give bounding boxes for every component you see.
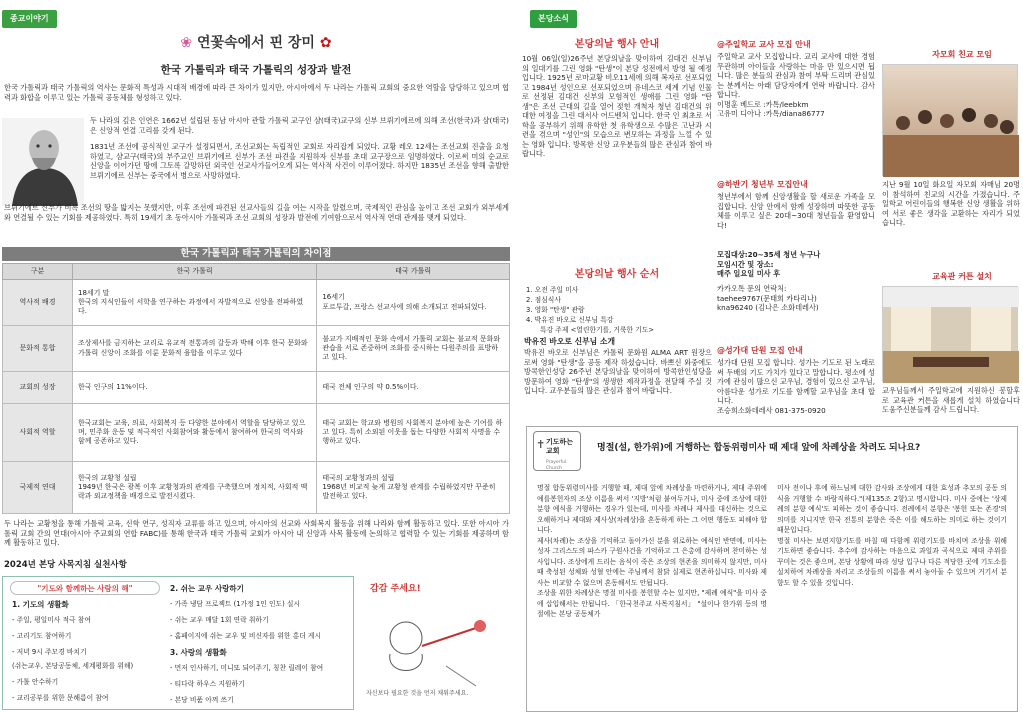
comparison-table	[2, 263, 510, 514]
faq-answer-col2: 미사 전이나 후에 하느님께 대한 감사와 조상에게 대한 효성과 추모의 공동 의식을 거행할 수 바람직하다."(제135조 2항)고 명시합니다. 미사 중에는 '상제례의 분향 예식'도 피하는 것이 좋습니다. 전례에서 분향은 '봉헌 또는 존경'의 의미를 지니지만 한국 전통의 분향은 죽은 이를 해도하는 의미로 하는 것이기 때문입니다. 명절 미사는 보편지향기도를 바칠 때 다함께 위령기도를 바치며 조상을 위해 기도하면 좋습니다. 추수에 감사하는 마음으로 과일과 곡식으로 제대 주위를 꾸미는 것은 좋으며, 본당 상황에 따라 성당 입구나 다른 적당한 곳에 기도소를 설치하여 차례상을 차리고 조상들의 이름을 써서 놓아둘 수 있으며 거기서 분향도 할 수 있을 것입니다.	[777, 484, 1007, 587]
faq-question: 명절(설, 한가위)에 거행하는 합동위령미사 때 제대 앞에 차례상을 차려도 되나요?	[597, 443, 921, 453]
logo-subtext: Prayerful Church	[546, 460, 567, 471]
guide-c2-1: - 가족 냉담 프로젝트 (1가정 1인 인도) 실시	[170, 600, 301, 608]
bruguiere-portrait	[2, 118, 84, 206]
row-thailand: 태국의 교황청과의 설립 1968년 비교적 늦게 교황청 관계를 수립하였지만 꾸준히 발전하고 있다.	[317, 462, 510, 514]
paragraph-3: 브뤼기에르 신부가 비록 조선의 땅을 밟지는 못했지만, 이후 조선에 파견된 선교사들의 길을 여는 시작을 알렸으며, 국제적인 관심을 높이고 조선 교회가 외부세계와 연결될 수 있는 기회를 제공하였다. 특히 19세기 초 동아시아 가톨릭과 조선 교회의 성장과 발전에 기여함으로서 역사적 연대 관계를 맺게 되었다.	[4, 203, 509, 222]
row-korea: 한국교회는 교육, 의료, 사회복지 등 다양한 분야에서 역할을 담당하고 있으며, 민주화 운동 및 적극적인 사회참여와 활동에서 참여하여 한국의 역사와 함께 공존하고 있다.	[73, 404, 317, 462]
curtain-photo	[882, 286, 1018, 382]
guide-c2-4: 3. 사랑의 생활화	[170, 648, 227, 657]
comparison-banner: 한국 가톨릭과 태국 가톨릭의 차이점	[2, 247, 510, 261]
guide-c2-6: - 티다락 하우스 지원하기	[170, 680, 245, 688]
event-title: 본당의날 행사 안내	[574, 39, 660, 50]
guide-c1-2: - 고리기도 참여하기	[12, 632, 72, 640]
choir-title: @성가대 단원 모집 안내	[717, 346, 803, 355]
order-item: 2. 점심식사	[526, 296, 561, 304]
pastoral-guide-box	[2, 576, 354, 710]
order-title: 본당의날 행사 순서	[574, 269, 660, 280]
row-korea: 한국 인구의 11%이다.	[73, 372, 317, 404]
paragraph-1: 두 나라의 깊은 인연은 1662년 설립된 동남 아시아 관할 가톨릭 교구인 샴(태국)교구의 신부 브뤼기에르에 의해 조선(한국)과 샴(태국)은 신앙적 연결 고리를 갖게 된다.	[90, 116, 509, 135]
rose-icon: ✿	[319, 35, 332, 51]
row-thailand: 태국 교회는 학교와 병원의 사회복지 분야에 높은 기여를 하고 있다. 특히 소외된 이웃을 돕는 다양한 사회적 사명을 수행하고 있다.	[317, 404, 510, 462]
curtain-text: 교우님들께서 주일학교에 지원하신 봉할후로 교육관 커튼을 새롭게 설치 하였습니다 도움주신분들께 감사 드립니다.	[882, 386, 1020, 414]
row-korea: 18세기 말 한국의 지식인들이 서학을 연구하는 과정에서 자발적으로 신앙을 전파하였다.	[73, 280, 317, 326]
row-thailand: 16세기 포르투갈, 프랑스 선교사에 의해 소개되고 전파되었다.	[317, 280, 510, 326]
section-tag-parish-news: 본당소식	[530, 10, 577, 28]
order-item: 3. 영화 "탄생" 관람	[526, 306, 585, 314]
paragraph-2: 1831년 조선에 공식적인 교구가 설정되면서, 조선교회는 독립적인 교회로 자리잡게 되었다. 교황 레오 12세는 조선교회 진출을 요청하였고, 샴교구(태국)의 부주교인 브뤼기에르 신부가 조선 파견을 지원하자 신부를 초대 교구장으로 임명하였다. 이로써 미의 순교로 신앙을 이어가던 땅에 그토록 갈망하던 외국인 선교사가들어오게 되는 역사적 사건이 이루어졌다. 하지만 1835년 조선을 향해 출발한 브뤼기에르 신부는 중국에서 병으로 사망하였다.	[90, 142, 509, 180]
article-title	[0, 34, 512, 52]
bio-title: 박유진 바오로 신부님 소개	[524, 337, 615, 346]
title-text: 연꽃속에서 핀 장미	[197, 35, 315, 51]
row-thailand: 태국 전체 인구의 약 0.5%이다.	[317, 372, 510, 404]
group-photo	[882, 64, 1018, 176]
group-title: 자모회 친교 모임	[932, 50, 992, 59]
faq-answer-col1: 명절 합동위령미사를 거행할 때, 제대 앞에 차례상을 마련하거나, 제대 주위에 예를봉헌자의 조상 이름을 써서 '지방'처럼 붙여두거나, 미사 중에 조상에 대한 분향 예식을 거행하는 경우가 있는데, 미사를 차례나 제사를 대신하는 것으로 오해하거나 제대와 제사상(차례상)을 혼동하게 하는 그 어떤 행동도 피해야 합니다. 제사(차례)는 조상을 기억하고 돌아가신 분을 위로하는 예식인 반면에, 미사는 성자 그리스도의 파스카 구원사건을 기억하고 그 은총에 감사하며 찬미하는 성사입니다. 조상에게 드리는 음식이 죽은 조상의 현존을 의미하지 않지만, 미사 때 축성된 성체와 성혈 안에는 주님께서 참닭 실제로 현존하십니다. 미사와 제사는 비교할 수 없으며 혼동해서도 안됩니다. 조상을 위한 차례상은 명절 미사를 봉헌할 수는 있지만, "제례 예식"을 미사 중에 삽입해서는 안됩니다. 「한국천주교 사목지침서」 "설이나 한가위 등의 명절에는 본당 공동체가	[537, 484, 767, 619]
choir-text: 성가대 단원 모집 합니다. 성가는 기도로 된 노래로써 두배의 기도 가치가 있다고 말합니다. 평소에 성가에 관심이 많으신 교우님, 경험이 있으신 교우님, 아름다운 성가로 기도를 함께할 교우님을 초대 합니다. 조승희소화데레사 081-375-0920	[717, 358, 875, 415]
school-text: 주일학교 교사 모집합니다. 교리 교사에 대한 경험 무관하며 아이들을 사랑하는 마음 만 있으시면 됩니다. 많은 분들의 관심과 참여 부탁 드리며 관심있는 분께서는 아래 담당자에게 연락 바랍니다. 감사합니다. 이명훈 베드로 :카톡/leebkm 고유미 디아나 :카톡/diana86777	[717, 52, 875, 118]
youth-bold: 모집대상:20~35세 청년 누구나 모임시간 및 장소: 매주 일요일 미사 후	[717, 250, 821, 278]
intro-paragraph: 한국 가톨릭과 태국 가톨릭의 역사는 문화적 특성과 시대적 배경에 따라 큰 차이가 있지만, 아시아에서 두 나라는 가톨릭 교회의 중요한 역할을 담당하고 있으며 협력과 화합을 이루고 있는 가톨릭 공동체를 형성하고 있다.	[4, 83, 509, 102]
row-key: 사회적 역할	[3, 404, 73, 462]
order-item: 1. 오전 주일 미사	[526, 286, 579, 294]
guide-c1-0: 1. 기도의 생활화	[12, 600, 69, 609]
cartoon-title: 감감 주세요!	[370, 584, 421, 594]
event-text: 10월 06일(일)26주년 본당의날을 맞이하여 김대건 신부님의 일대기를 그린 영화 "탄생"이 본당 성전에서 방영 될 예정입니다. 1925년 로마교황 비오11세에 의해 복자로 선포되었고 1984년 성인으로 선포되었으며 유네스코 세계 기념 인물로 선정된 김대건 신부의 모험적인 생애를 그린 영화 "탄생"은 조선 근대의 길을 열어 젖힌 개척자 청년 김대건의 위대한 여정을 그린 대서사 어드벤처 입니다. 한국 인 최초로 서학을 공부하기 위해 유학한 첫 유학생으로 수많은 고난과 시련을 겪으며 "성인"의 모습으로 변모하는 과정을 느낄 수 있는 영화 입니다. 방목한 신앙 교우분들의 많은 관심과 참여 바랍니다.	[522, 54, 712, 158]
row-key: 역사적 배경	[3, 280, 73, 326]
youth-text: 청년부에서 함께 신앙생활을 할 새로운 가족을 모집합니다. 신앙 안에서 함께 성장하며 따뜻한 공동체를 이루고 싶은 20대~30대 청년들을 환영합니다!	[717, 192, 875, 230]
row-korea: 한국의 교황청 설립 1949년 한국은 광복 이후 교황청과의 관계를 구축했으며 정치적, 사회적 맥락과 외교정책을 배경으로 발전시켰다.	[73, 462, 317, 514]
group-text: 지난 9월 10일 화요일 자모회 자매님 20명이 참석하여 친교의 시간을 가졌습니다. 주일학교 어린이들의 행복한 신앙 생활을 위하여 서로 좋은 생각을 교환하는 자리가 되었습니다.	[882, 180, 1020, 227]
guide-heading: 2024년 본당 사목지침 실천사항	[4, 560, 127, 570]
article-subtitle: 한국 가톨릭과 태국 가톨릭의 성장과 발전	[160, 64, 352, 76]
guide-c1-5: - 가톨 안수하기	[12, 678, 59, 686]
school-title: @주일학교 교사 모집 안내	[717, 40, 811, 49]
row-key: 문화적 통합	[3, 326, 73, 372]
cartoon-caption: 자신보다 필요한 것을 먼저 채워주세요.	[366, 690, 469, 697]
logo-text: 기도하는 교회	[546, 438, 574, 456]
header-korea: 한국 가톨릭	[73, 264, 317, 280]
section-tag-religion: 종교이야기	[2, 10, 57, 28]
header-thailand: 태국 가톨릭	[317, 264, 510, 280]
guide-quote: "기도와 함께하는 사람의 해"	[10, 581, 160, 595]
right-page	[512, 0, 1023, 712]
guide-c2-5: - 먼저 인사하기, 미니또 되어주기, 칭찬 릴레이 참여	[170, 664, 324, 672]
guide-c2-3: - 홈페이지에 쉬는 교우 및 비신자를 위한 홍더 게시	[170, 632, 322, 640]
row-korea: 조상제사를 금지하는 교리로 유교적 전통과의 갈등과 박해 이후 한국 문화와 가톨릭 신앙이 조화를 이룬 문화적 융합을 이루고 있다	[73, 326, 317, 372]
header-category: 구분	[3, 264, 73, 280]
praying-hands-icon: ✝	[536, 438, 546, 451]
youth-title: @하반기 청년부 모집안내	[717, 180, 808, 189]
row-key: 국제적 연대	[3, 462, 73, 514]
guide-c1-3: - 저녁 9시 주모경 바치기	[12, 648, 87, 656]
guide-c1-1: - 주일, 평일미사 적극 참여	[12, 616, 91, 624]
guide-c2-0: 2. 쉬는 교우 사랑하기	[170, 584, 244, 593]
guide-c1-6: - 교리공부를 위한 문해름이 참여	[12, 694, 109, 702]
bio-text: 박유진 바오로 신부님은 카톨릭 문화원 ALMA ART 원장으로써 영화 "탄생"을 공동 제작 하셨습니다. 바쁘신 와중에도 방콕한인성당 26주년 본당의날을 맞이하여 방콕한인성당을 방문하여 영화 "탄생"의 생생한 제작과정을 전달해 주실 것 입니다. 교우분들의 많은 관심과 참여 바랍니다.	[524, 348, 712, 395]
guide-c2-2: - 쉬는 교우 매달 1회 연락 취하기	[170, 616, 269, 624]
guide-c1-4: (쉬는교우, 본당공동체, 세계평화를 위해)	[12, 662, 134, 670]
closing-paragraph: 두 나라는 교황청을 통해 가톨릭 교육, 신학 연구, 성직자 교류를 하고 있으며, 아시아의 선교와 사회복지 활동을 위해 나라와 함께 활동하고 있다. 또한 아시아 가톨릭 교회 간의 연대(아시아 주교회의 연합 FABC)를 통해 한국과 태국 가톨릭 교회가 아시아 내 신앙과 사목 활동에 논의하고 협력할 수 있는 기회를 제공하며 함께 활동하고 있다.	[4, 519, 509, 547]
curtain-title: 교육관 커튼 설치	[932, 272, 992, 281]
faq-box	[526, 426, 1018, 712]
row-key: 교회의 성장	[3, 372, 73, 404]
order-item: 특강 주제 <열린한기를, 거룩한 기도>	[540, 326, 655, 334]
row-thailand: 불교가 지배적인 문화 속에서 가톨릭 교회는 불교적 문화와 관습을 서로 존중하며 조화를 중시하는 다원주의를 표방하고 있다.	[317, 326, 510, 372]
lotus-icon: ❀	[180, 35, 193, 51]
cartoon-illustration	[356, 576, 510, 710]
guide-c2-7: - 본당 비품 아껴 쓰기	[170, 696, 234, 704]
prayer-church-logo	[533, 431, 581, 471]
order-item: 4. 박유진 바오로 신부님 특강	[526, 316, 614, 324]
youth-contact: 카카오톡 문의 연락처: taehee9767(문태희 카타리나) kna96240 (김나은 소화데레사)	[717, 284, 819, 312]
